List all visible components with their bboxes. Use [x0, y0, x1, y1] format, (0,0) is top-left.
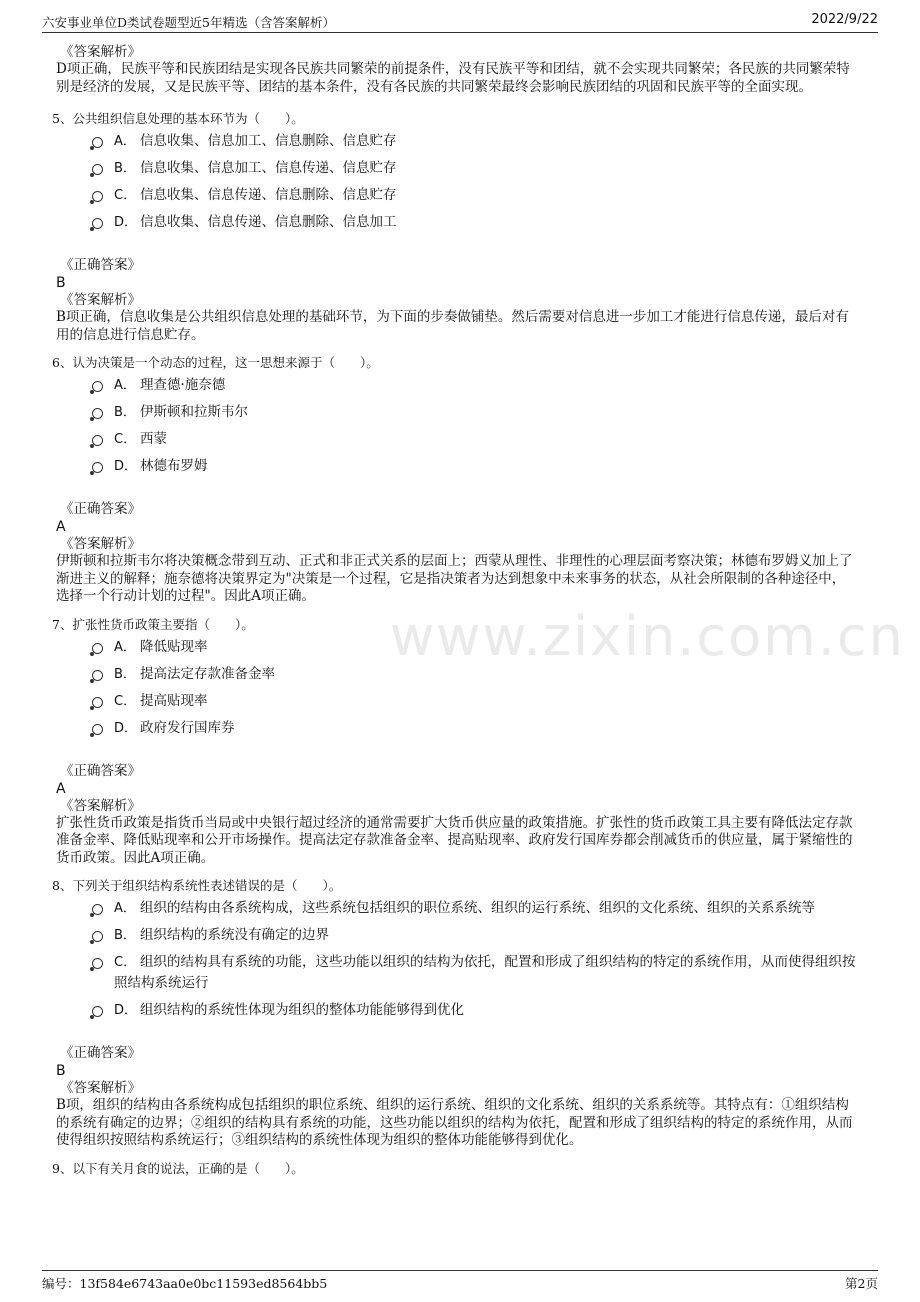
option-text: 组织的结构具有系统的功能，这些功能以组织的结构为依托，配置和形成了组织结构的特定的系统作用，从而使得组织按照结构系统运行 [114, 954, 856, 991]
radio-icon[interactable] [92, 1006, 103, 1017]
analysis-text: D项正确，民族平等和民族团结是实现各民族共同繁荣的前提条件，没有民族平等和团结，就不会实现共同繁荣；各民族的共同繁荣特别是经济的发展，又是民族平等、团结的基本条件，没有各民族的共同繁荣最终会影响民族团结的巩固和民族平等的全面实现。 [56, 61, 850, 95]
option-item[interactable] [92, 185, 856, 206]
option-item[interactable] [92, 691, 856, 712]
question-block [52, 354, 856, 606]
option-key: C． [114, 188, 137, 203]
option-key: A． [114, 639, 136, 655]
page-number: 第2页 [845, 1276, 878, 1291]
option-list [92, 131, 856, 233]
option-item[interactable] [92, 429, 856, 450]
option-key: D． [114, 720, 138, 736]
answer-value: B [56, 1063, 66, 1079]
option-text: 信息收集、信息加工、信息删除、信息贮存 [140, 133, 397, 149]
radio-icon[interactable] [92, 724, 103, 735]
question-stem: 9、以下有关月食的说法，正确的是（ ）。 [52, 1160, 304, 1176]
option-text: 信息收集、信息传递、信息删除、信息加工 [140, 214, 397, 230]
option-item[interactable] [92, 402, 856, 423]
option-item[interactable] [92, 456, 856, 477]
option-key: B． [114, 928, 136, 943]
answer-value: A [56, 519, 66, 535]
option-item[interactable] [92, 664, 856, 685]
analysis-label: 《答案解析》 [60, 797, 141, 814]
option-text: 降低贴现率 [140, 638, 208, 655]
option-text: 提高贴现率 [140, 692, 208, 709]
option-list [92, 375, 856, 477]
option-text: 信息收集、信息加工、信息传递、信息贮存 [140, 160, 397, 176]
radio-icon[interactable] [92, 381, 103, 392]
option-list [92, 898, 856, 1021]
option-text: 组织结构的系统性体现为组织的整体功能能够得到优化 [140, 1002, 464, 1018]
option-key: B． [114, 161, 136, 176]
answer-label: 《正确答案》 [60, 762, 141, 779]
option-item[interactable] [92, 1000, 856, 1021]
question-stem: 8、下列关于组织结构系统性表述错误的是（ ）。 [52, 878, 342, 893]
option-item[interactable] [92, 158, 856, 179]
answer-label: 《正确答案》 [60, 501, 141, 517]
option-key: C． [114, 693, 137, 709]
page-header [42, 12, 878, 33]
answer-value: A [56, 780, 66, 797]
header-title: 六安事业单位D类试卷题型近5年精选（含答案解析） [42, 15, 335, 30]
option-item[interactable] [92, 212, 856, 233]
page-footer [42, 1270, 878, 1291]
radio-icon[interactable] [92, 218, 103, 229]
radio-icon[interactable] [92, 435, 103, 446]
question-stem: 7、扩张性货币政策主要指（ ）。 [52, 616, 254, 632]
watermark: www.zixin.com.cn [390, 605, 905, 668]
option-text: 林德布罗姆 [140, 458, 208, 474]
option-text: 信息收集、信息传递、信息删除、信息贮存 [140, 187, 397, 203]
option-key: D． [114, 215, 138, 230]
option-text: 提高法定存款准备金率 [140, 665, 275, 682]
document-body [52, 44, 856, 1177]
analysis-label: 《答案解析》 [60, 536, 141, 552]
option-key: C． [114, 432, 137, 447]
answer-value: B [56, 275, 66, 291]
radio-icon[interactable] [92, 643, 103, 654]
option-key: B． [114, 405, 136, 420]
analysis-label: 《答案解析》 [60, 1080, 141, 1096]
radio-icon[interactable] [92, 670, 103, 681]
radio-icon[interactable] [92, 958, 103, 969]
radio-icon[interactable] [92, 697, 103, 708]
option-text: 组织的结构由各系统构成，这些系统包括组织的职位系统、组织的运行系统、组织的文化系统、组织的关系系统等 [140, 900, 815, 916]
option-text: 伊斯顿和拉斯韦尔 [140, 404, 248, 420]
option-key: D． [114, 1003, 138, 1018]
analysis-text: B项，组织的结构由各系统构成包括组织的职位系统、组织的运行系统、组织的文化系统、组织的关系系统等。其特点有：①组织结构的系统有确定的边界；②组织的结构具有系统的功能，这些功能以组织的结构为依托，配置和形成了组织结构的特定的系统作用，从而使得组织按照结构系统运行；③组织结构的系统性体现为组织的整体功能能够得到优化。 [56, 1097, 853, 1148]
option-item[interactable] [92, 898, 856, 919]
option-item[interactable] [92, 131, 856, 152]
option-item[interactable] [92, 925, 856, 946]
document-code: 编号：13f584e6743aa0e0bc11593ed8564bb5 [42, 1276, 328, 1291]
analysis-text: B项正确，信息收集是公共组织信息处理的基础环节，为下面的步奏做铺垫。然后需要对信息进一步加工才能进行信息传递，最后对有用的信息进行信息贮存。 [56, 309, 849, 343]
option-list [92, 637, 856, 739]
option-key: C． [114, 955, 137, 970]
option-key: B． [114, 666, 136, 682]
radio-icon[interactable] [92, 164, 103, 175]
radio-icon[interactable] [92, 462, 103, 473]
option-text: 组织结构的系统没有确定的边界 [140, 927, 329, 943]
analysis-text: 伊斯顿和拉斯韦尔将决策概念带到互动、正式和非正式关系的层面上；西蒙从理性、非理性的心理层面考察决策；林德布罗姆义加上了渐进主义的解释；施奈德将决策界定为"决策是一个过程，它是指决策者为达到想象中未来事务的状态，从社会所限制的各种途径中，选择一个行动计划的过程"。因此A项正确。 [56, 553, 853, 604]
answer-label: 《正确答案》 [60, 1045, 141, 1061]
option-text: 理查德·施奈德 [140, 377, 226, 393]
analysis-label: 《答案解析》 [60, 44, 141, 60]
answer-label: 《正确答案》 [60, 257, 141, 273]
option-key: D． [114, 459, 138, 474]
option-key: A． [114, 378, 136, 393]
analysis-text: 扩张性货币政策是指货币当局或中央银行超过经济的通常需要扩大货币供应量的政策措施。扩张性的货币政策工具主要有降低法定存款准备金率、降低贴现率和公开市场操作。提高法定存款准备金率、提高贴现率、政府发行国库券都会削减货币的供应量，属于紧缩性的货币政策。因此A项正确。 [56, 814, 853, 866]
radio-icon[interactable] [92, 904, 103, 915]
radio-icon[interactable] [92, 408, 103, 419]
option-text: 政府发行国库券 [140, 719, 235, 736]
radio-icon[interactable] [92, 931, 103, 942]
header-date: 2022/9/22 [811, 12, 878, 27]
question-stem: 5、公共组织信息处理的基本环节为（ ）。 [52, 111, 304, 126]
radio-icon[interactable] [92, 137, 103, 148]
radio-icon[interactable] [92, 191, 103, 202]
option-item[interactable] [92, 718, 856, 739]
question-block [52, 877, 856, 1150]
option-key: A． [114, 901, 136, 916]
option-key: A． [114, 134, 136, 149]
option-text: 西蒙 [140, 431, 167, 447]
analysis-label: 《答案解析》 [60, 292, 141, 308]
option-item[interactable] [92, 637, 856, 658]
option-item[interactable] [92, 375, 856, 396]
option-item[interactable] [92, 952, 856, 994]
question-block [52, 110, 856, 344]
question-block [52, 616, 856, 868]
question-stem: 6、认为决策是一个动态的过程，这一思想来源于（ ）。 [52, 355, 379, 370]
